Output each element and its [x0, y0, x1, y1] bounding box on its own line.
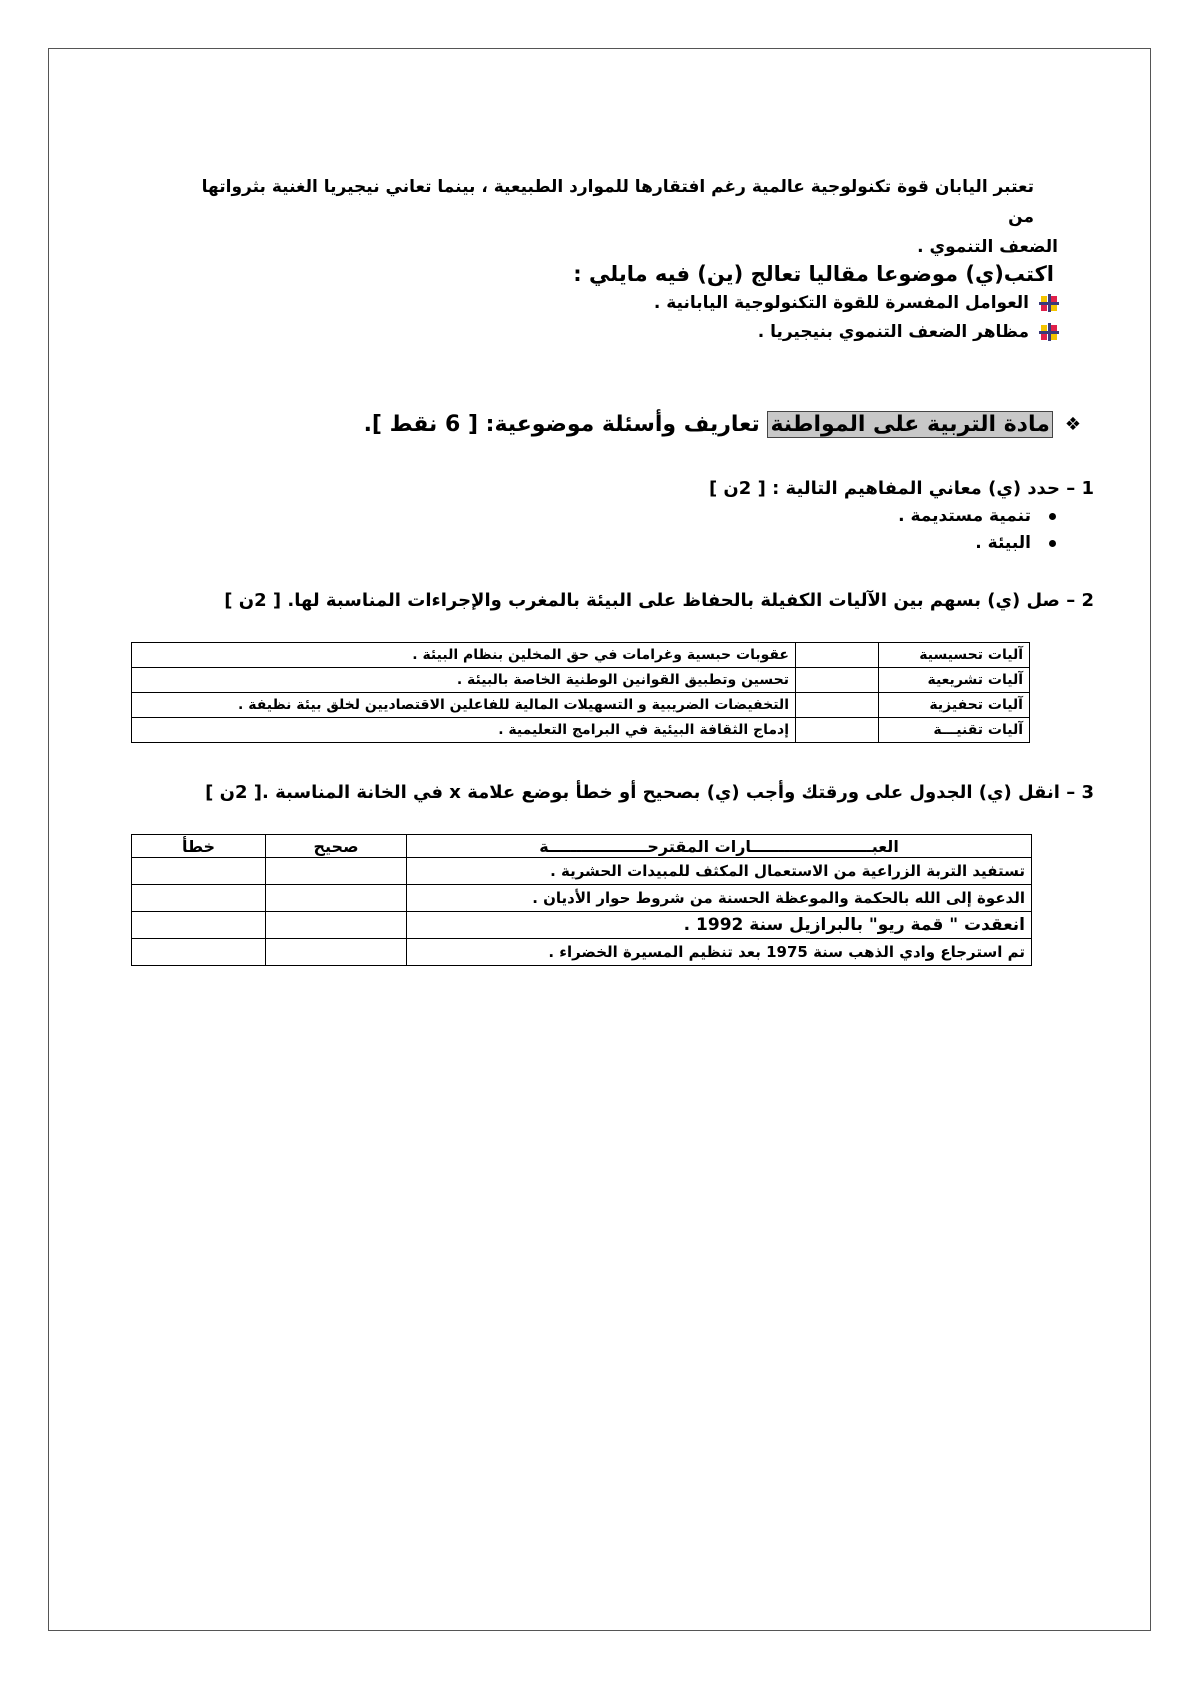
- question-1-item-2-text: البيئة .: [975, 533, 1031, 553]
- table-row: [132, 693, 1030, 718]
- empty-cell: [796, 643, 879, 668]
- diamond-bullet-icon: ❖: [1064, 414, 1081, 435]
- true-answer-cell[interactable]: [266, 939, 407, 966]
- section-heading-rest: تعاريف وأسئلة موضوعية: [ 6 نقط ].: [363, 412, 768, 437]
- false-answer-cell[interactable]: [132, 912, 266, 939]
- matching-table: [131, 642, 1030, 743]
- table-row: [132, 939, 1032, 966]
- pushpin-icon: [1039, 323, 1059, 341]
- intro-line-2: الضعف التنموي .: [917, 237, 1058, 257]
- task-bullet-1-text: العوامل المفسرة للقوة التكنولوجية اليابانية .: [653, 293, 1029, 313]
- true-false-table: [131, 834, 1032, 966]
- intro-paragraph: [190, 172, 1058, 262]
- essay-task-heading: اكتب(ي) موضوعا مقاليا تعالج (ين) فيه مايلي :: [573, 262, 1054, 286]
- true-answer-cell[interactable]: [266, 912, 407, 939]
- question-1-title: 1 – حدد (ي) معاني المفاهيم التالية : [ 2ن ]: [708, 478, 1094, 499]
- measure-cell: التخفيضات الضريبية و التسهيلات المالية للفاعلين الاقتصاديين لخلق بيئة نظيفة .: [132, 693, 796, 718]
- statement-cell: تم استرجاع وادي الذهب سنة 1975 بعد تنظيم المسيرة الخضراء .: [407, 939, 1032, 966]
- table-row: [132, 885, 1032, 912]
- mechanism-cell: آليات تشريعية: [879, 668, 1030, 693]
- table-row: [132, 858, 1032, 885]
- empty-cell: [796, 668, 879, 693]
- empty-cell: [796, 718, 879, 743]
- task-bullet-2: [758, 322, 1059, 342]
- statement-cell: تستفيد التربة الزراعية من الاستعمال المكثف للمبيدات الحشرية .: [407, 858, 1032, 885]
- bullet-dot-icon: [1049, 540, 1056, 547]
- question-2-title: 2 – صل (ي) بسهم بين الآليات الكفيلة بالحفاظ على البيئة بالمغرب والإجراءات المناسبة لها. [ 2ن ]: [224, 590, 1094, 611]
- table-row: [132, 643, 1030, 668]
- mechanism-cell: آليات تقنيـــة: [879, 718, 1030, 743]
- table-row: [132, 668, 1030, 693]
- statement-cell: الدعوة إلى الله بالحكمة والموعظة الحسنة من شروط حوار الأديان .: [407, 885, 1032, 912]
- measure-cell: تحسين وتطبيق القوانين الوطنية الخاصة بالبيئة .: [132, 668, 796, 693]
- question-1-item-1-text: تنمية مستديمة .: [898, 506, 1031, 526]
- true-answer-cell[interactable]: [266, 885, 407, 912]
- mechanism-cell: آليات تحسيسية: [879, 643, 1030, 668]
- false-answer-cell[interactable]: [132, 885, 266, 912]
- measure-cell: إدماج الثقافة البيئية في البرامج التعليمية .: [132, 718, 796, 743]
- false-answer-cell[interactable]: [132, 858, 266, 885]
- true-answer-cell[interactable]: [266, 858, 407, 885]
- bullet-dot-icon: [1049, 513, 1056, 520]
- header-true: صحيح: [266, 835, 407, 858]
- false-answer-cell[interactable]: [132, 939, 266, 966]
- measure-cell: عقوبات حبسية وغرامات في حق المخلين بنظام البيئة .: [132, 643, 796, 668]
- task-bullet-1: [654, 293, 1059, 313]
- table-row: [132, 912, 1032, 939]
- mechanism-cell: آليات تحفيزية: [879, 693, 1030, 718]
- table-header-row: [132, 835, 1032, 858]
- question-1-item-2: [975, 533, 1056, 553]
- header-false: خطأ: [132, 835, 266, 858]
- task-bullet-2-text: مظاهر الضعف التنموي بنيجيريا .: [757, 322, 1029, 342]
- question-3-title: 3 – انقل (ي) الجدول على ورقتك وأجب (ي) بصحيح أو خطأ بوضع علامة x في الخانة المناسبة .[ 2ن ]: [205, 782, 1094, 803]
- table-row: [132, 718, 1030, 743]
- pushpin-icon: [1039, 294, 1059, 312]
- section-subject-highlight: مادة التربية على المواطنة: [767, 411, 1052, 438]
- section-heading: [364, 412, 1081, 437]
- empty-cell: [796, 693, 879, 718]
- header-statements: العبــــــــــــــــــــــارات المقترحــــــــــــــــــة: [407, 835, 1032, 858]
- question-1-item-1: [898, 506, 1056, 526]
- intro-line-1: تعتبر اليابان قوة تكنولوجية عالمية رغم افتقارها للموارد الطبيعية ، بينما تعاني نيجيريا الغنية بثرواتها من: [201, 177, 1034, 227]
- statement-cell: انعقدت " قمة ريو" بالبرازيل سنة 1992 .: [407, 912, 1032, 939]
